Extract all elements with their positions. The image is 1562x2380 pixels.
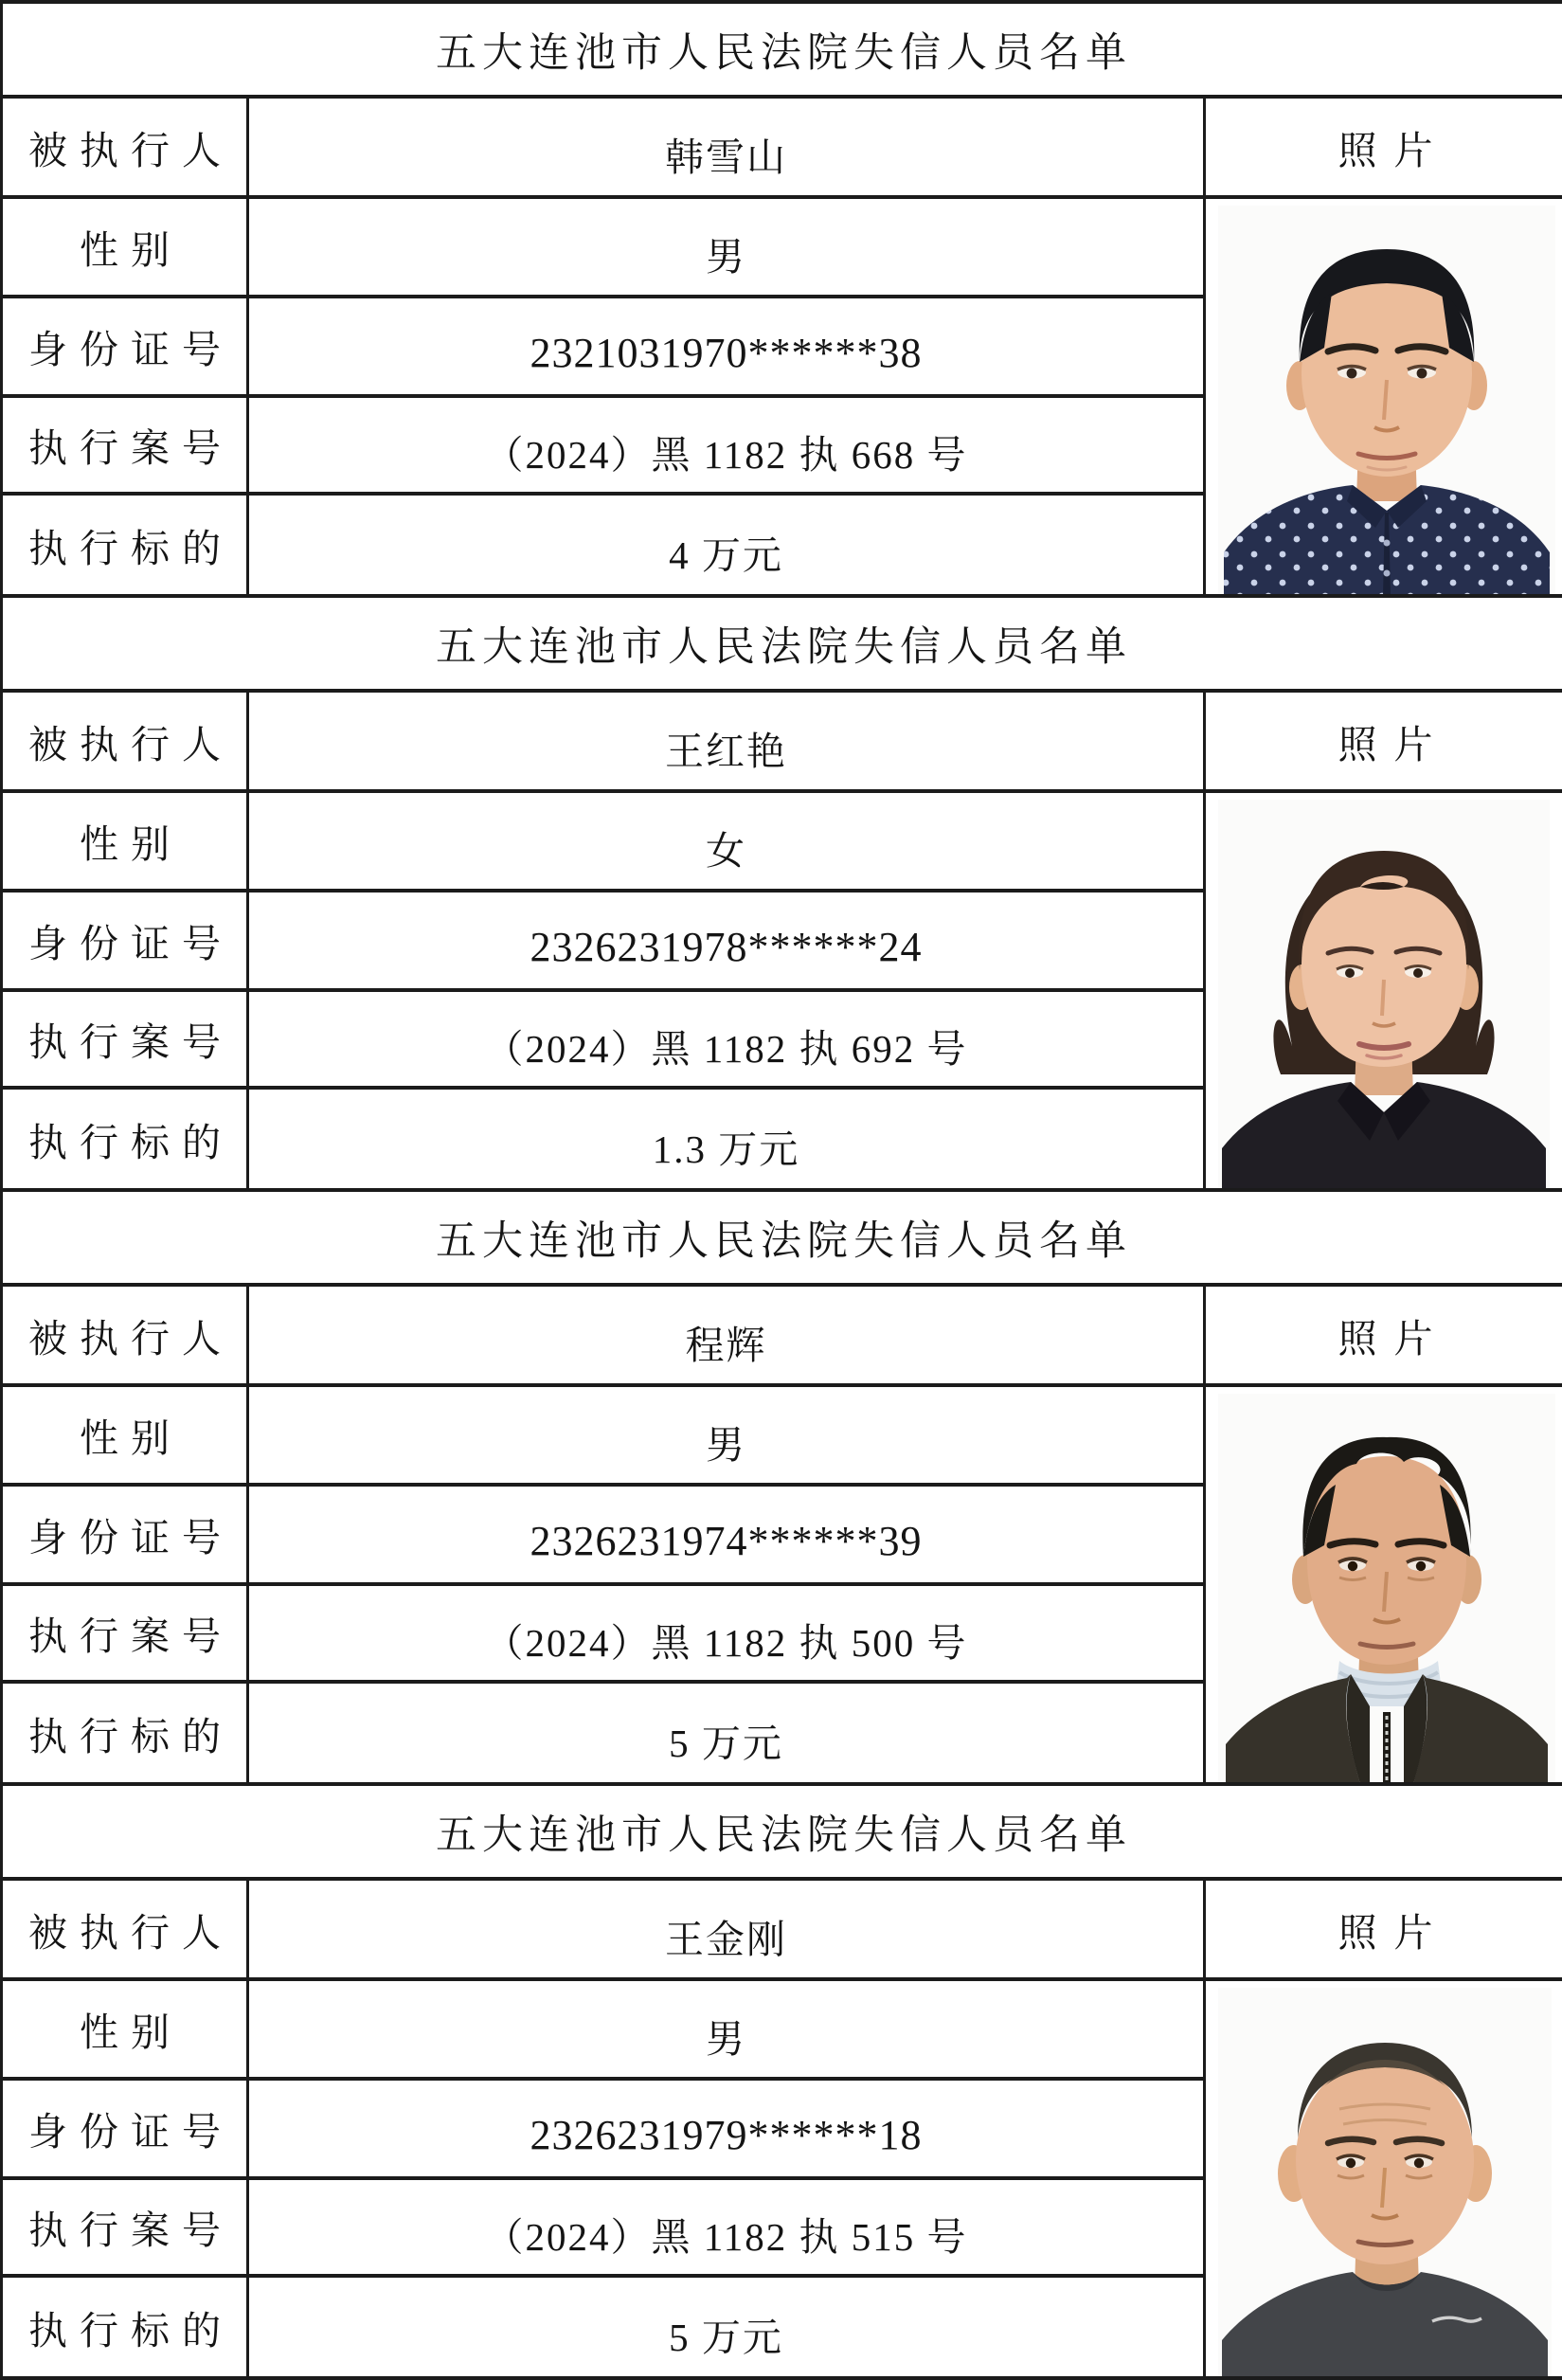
value-case-number: （2024）黑 1182 执 692 号 — [246, 988, 1203, 1086]
value-name: 王金刚 — [246, 1877, 1203, 1977]
label-gender: 性别 — [3, 789, 246, 889]
record-title: 五大连池市人民法院失信人员名单 — [3, 0, 1562, 95]
portrait-man-dark-jacket-turtleneck — [1218, 1394, 1555, 1782]
portrait-photo-1 — [1203, 195, 1562, 594]
value-case-number: （2024）黑 1182 执 515 号 — [246, 2176, 1203, 2274]
value-name: 程辉 — [246, 1283, 1203, 1383]
label-gender: 性别 — [3, 1383, 246, 1483]
value-name: 王红艳 — [246, 689, 1203, 789]
value-gender: 女 — [246, 789, 1203, 889]
label-case-number: 执行案号 — [3, 394, 246, 492]
label-id-number: 身份证号 — [3, 2077, 246, 2176]
value-amount: 1.3 万元 — [246, 1086, 1203, 1188]
value-amount: 4 万元 — [246, 492, 1203, 594]
label-amount: 执行标的 — [3, 1086, 246, 1188]
label-amount: 执行标的 — [3, 2274, 246, 2376]
label-id-number: 身份证号 — [3, 295, 246, 394]
value-id-number: 2326231979******18 — [246, 2077, 1203, 2176]
label-photo: 照片 — [1203, 95, 1562, 195]
portrait-photo-3 — [1203, 1383, 1562, 1782]
label-name: 被执行人 — [3, 1283, 246, 1383]
record-title: 五大连池市人民法院失信人员名单 — [3, 594, 1562, 689]
value-amount: 5 万元 — [246, 2274, 1203, 2376]
label-gender: 性别 — [3, 1977, 246, 2077]
portrait-photo-2 — [1203, 789, 1562, 1188]
label-photo: 照片 — [1203, 689, 1562, 789]
value-id-number: 2326231978******24 — [246, 889, 1203, 988]
record-title: 五大连池市人民法院失信人员名单 — [3, 1782, 1562, 1877]
record-title: 五大连池市人民法院失信人员名单 — [3, 1188, 1562, 1283]
value-gender: 男 — [246, 1383, 1203, 1483]
label-name: 被执行人 — [3, 689, 246, 789]
label-photo: 照片 — [1203, 1283, 1562, 1383]
value-case-number: （2024）黑 1182 执 668 号 — [246, 394, 1203, 492]
value-id-number: 2326231974******39 — [246, 1483, 1203, 1582]
label-photo: 照片 — [1203, 1877, 1562, 1977]
portrait-man-grey-tshirt — [1218, 1988, 1552, 2376]
record-block-1 — [0, 0, 1562, 594]
label-case-number: 执行案号 — [3, 1582, 246, 1680]
value-name: 韩雪山 — [246, 95, 1203, 195]
label-name: 被执行人 — [3, 1877, 246, 1977]
value-gender: 男 — [246, 195, 1203, 295]
value-amount: 5 万元 — [246, 1680, 1203, 1782]
value-case-number: （2024）黑 1182 执 500 号 — [246, 1582, 1203, 1680]
label-case-number: 执行案号 — [3, 988, 246, 1086]
value-gender: 男 — [246, 1977, 1203, 2077]
value-id-number: 2321031970******38 — [246, 295, 1203, 394]
label-name: 被执行人 — [3, 95, 246, 195]
label-id-number: 身份证号 — [3, 889, 246, 988]
portrait-woman-dark-jacket — [1218, 800, 1550, 1188]
portrait-man-polka-shirt — [1218, 206, 1555, 594]
label-amount: 执行标的 — [3, 492, 246, 594]
label-amount: 执行标的 — [3, 1680, 246, 1782]
record-block-2 — [0, 594, 1562, 1188]
portrait-photo-4 — [1203, 1977, 1562, 2376]
label-case-number: 执行案号 — [3, 2176, 246, 2274]
record-block-4 — [0, 1782, 1562, 2380]
label-id-number: 身份证号 — [3, 1483, 246, 1582]
record-block-3 — [0, 1188, 1562, 1782]
label-gender: 性别 — [3, 195, 246, 295]
